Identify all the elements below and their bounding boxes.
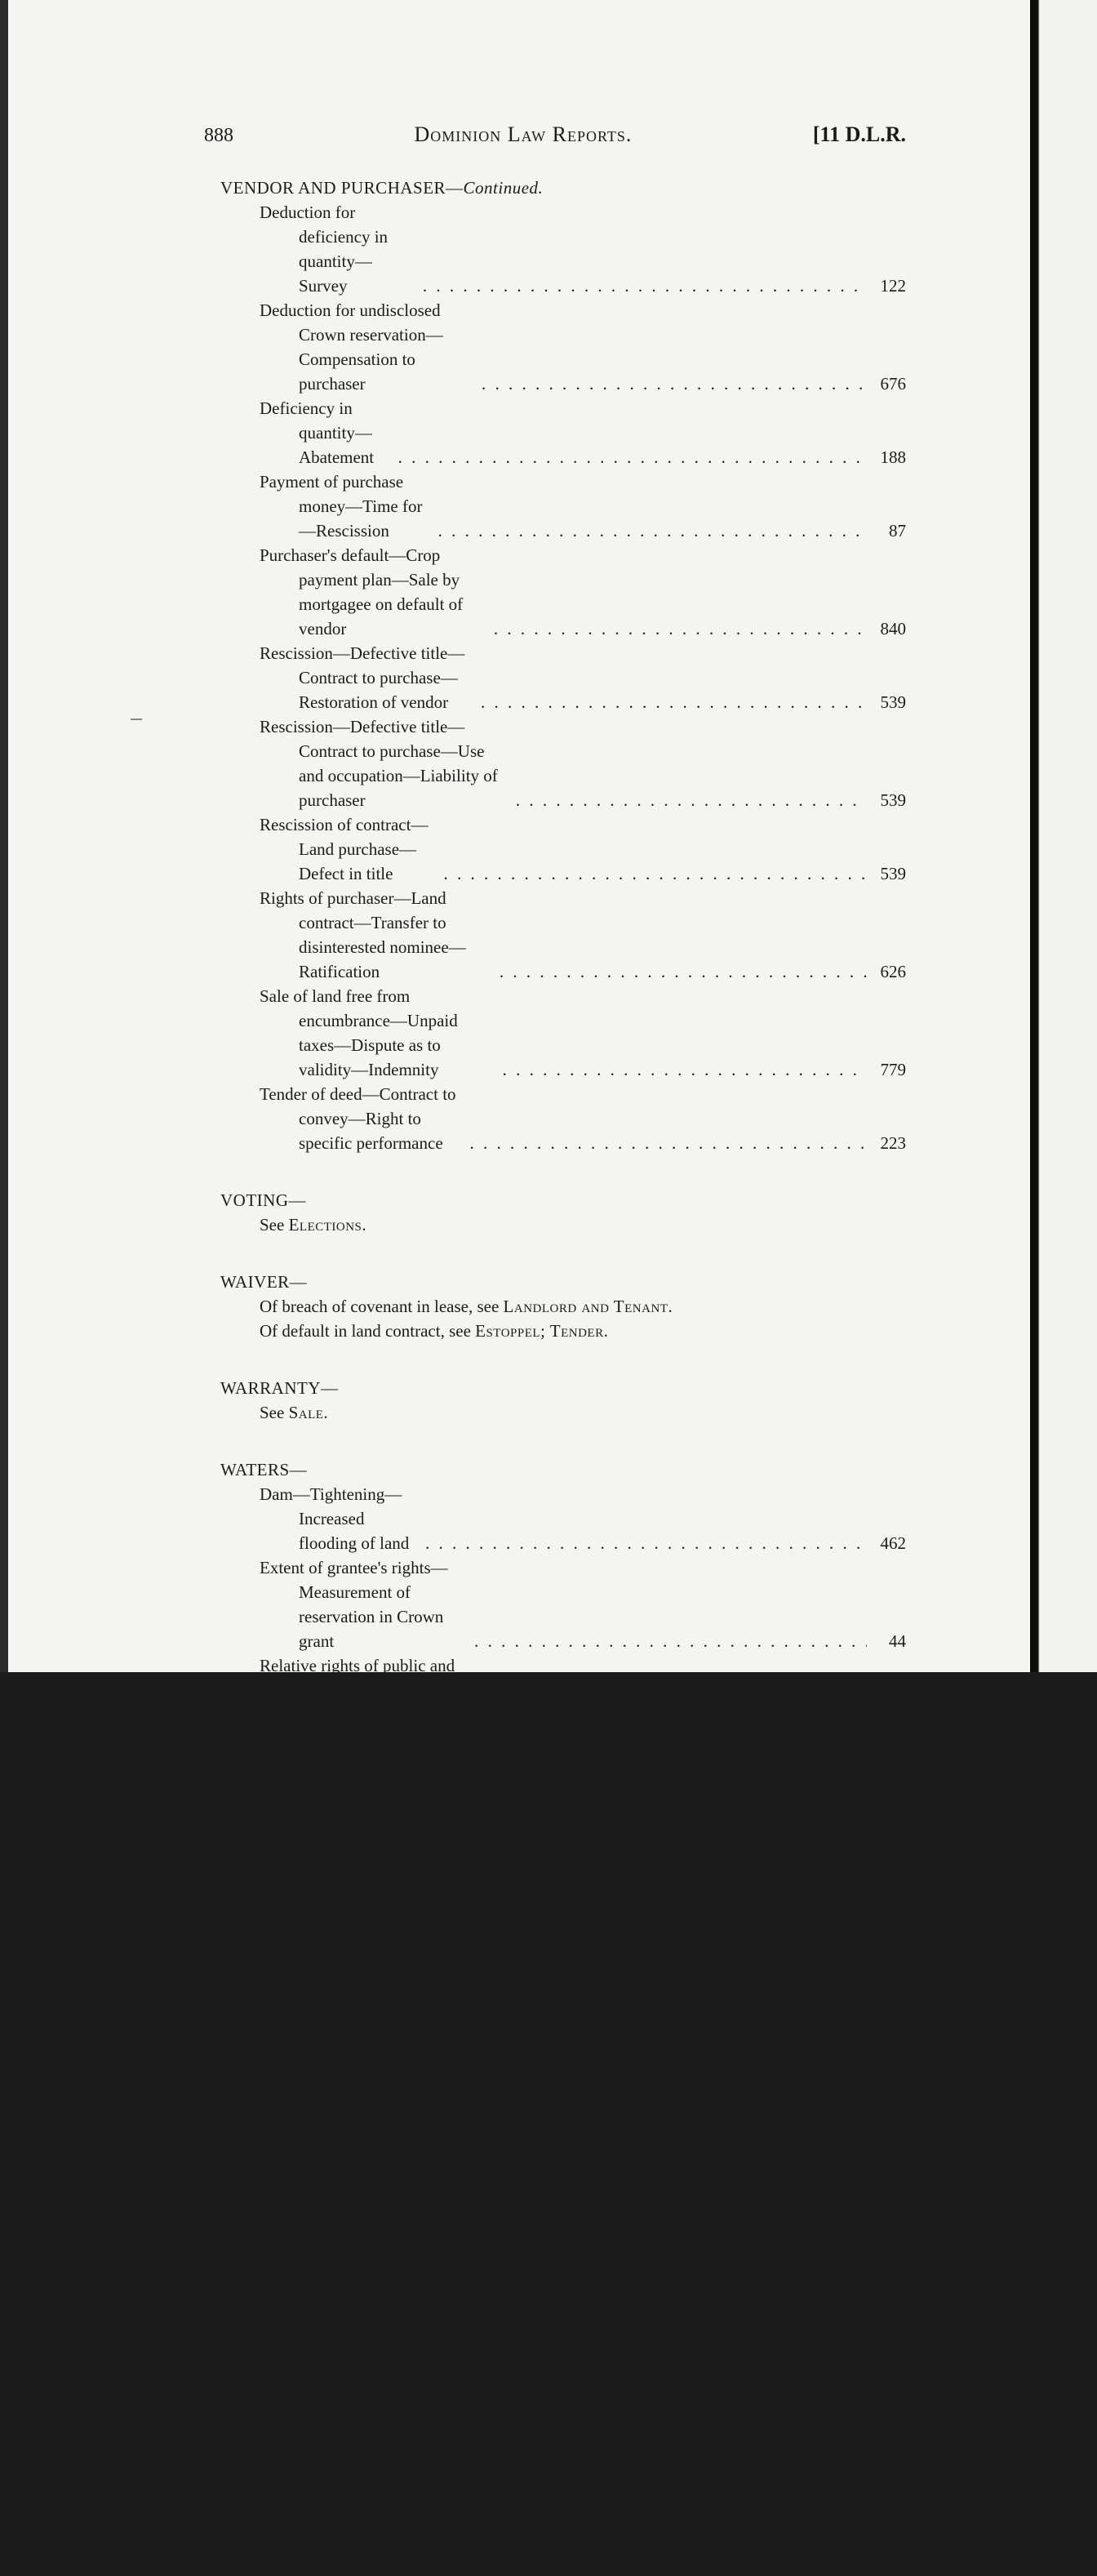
index-entry <box>260 396 906 469</box>
section-warranty <box>204 1376 906 1425</box>
index-entry <box>260 714 906 812</box>
cross-reference: See Sale. <box>260 1403 329 1422</box>
publication-title: Dominion Law Reports. <box>414 122 633 146</box>
entry-text: Codicil—Revocation of will, when <box>260 2129 390 2198</box>
leader-dots <box>516 788 867 812</box>
entry-page-number: 44 <box>889 1778 906 1798</box>
section-voting <box>204 1188 906 1237</box>
entry-page-number: 329 <box>880 2521 906 2541</box>
entry-text: Rescission—Defective title—Contract to purchase—Restoration of vendor <box>260 643 465 712</box>
entry-page-number: 462 <box>880 1533 906 1553</box>
page-number: 888 <box>204 125 233 146</box>
section-heading: WARRANTY— <box>220 1378 339 1398</box>
leader-dots <box>481 690 867 714</box>
leader-dots <box>482 371 867 396</box>
cross-reference: Of breach of covenant in lease, see Landlord and Tenant. <box>260 1297 673 1316</box>
entry-text: Devise and legacy—“Discretion” of named trustee—Exercise by others <box>260 2448 426 2541</box>
index-entry <box>260 1082 906 1155</box>
entry-page-number: 122 <box>880 276 906 296</box>
entry-page-number: 779 <box>880 1060 906 1079</box>
cross-reference: See Elections. <box>260 1215 367 1235</box>
entry-page-number: 188 <box>880 447 906 467</box>
index-entry <box>260 2127 906 2200</box>
entry-page-number: 52 <box>889 2423 906 2443</box>
entry-text: Bequests—Charge on—Construction <box>260 1958 389 2027</box>
index-entry <box>260 469 906 543</box>
entry-text: Deduction for deficiency in quantity—Survey <box>260 202 389 296</box>
entry-page-number: 539 <box>880 790 906 810</box>
index-entry <box>260 984 906 1082</box>
index-entry <box>260 2200 906 2274</box>
entry-text: Deficiency in quantity—Abatement <box>260 398 375 467</box>
section-wills <box>204 1931 906 2543</box>
index-entry <box>260 1800 906 1898</box>
entry-text: What are watercourses—Rivers—“Channel” defined <box>260 1803 416 1896</box>
leader-dots <box>438 1874 867 1898</box>
section-heading: VOTING— <box>220 1190 306 1210</box>
leader-dots <box>443 861 867 886</box>
entry-text: Relative rights of public and individuals—Crown grant—Bed of river <box>260 1656 455 1724</box>
entry-page-number: 539 <box>880 864 906 883</box>
index-entry <box>260 641 906 714</box>
index-page <box>204 122 906 2576</box>
entry-page-number: 576 <box>880 2105 906 2124</box>
running-header <box>204 122 906 148</box>
book-gutter <box>1030 0 1097 1672</box>
entry-page-number: 626 <box>880 962 906 981</box>
index-entry <box>260 886 906 984</box>
leader-dots <box>425 1531 867 1555</box>
index-entry <box>260 1955 906 2029</box>
leader-dots <box>475 2519 867 2543</box>
entry-text: Deduction for undisclosed Crown reservation—Compensation to purchaser <box>260 300 443 394</box>
entry-page-number: 584 <box>880 1876 906 1896</box>
leader-dots <box>503 1057 867 1082</box>
index-entry <box>260 298 906 396</box>
entry-text: Payment of purchase money—Time for—Rescission <box>260 472 423 541</box>
entry-page-number: 20 <box>889 2178 906 2198</box>
section-waiver <box>204 1270 906 1343</box>
leader-dots <box>494 616 867 641</box>
leader-dots <box>448 2249 867 2274</box>
cross-reference: Of default in land contract, see Estoppel; Tender. <box>260 1321 609 1341</box>
section-heading: WILLS— <box>220 1933 293 1953</box>
entry-page-number: 825 <box>880 2350 906 2369</box>
leader-dots <box>469 1131 867 1155</box>
section-heading: WATERS— <box>220 1460 308 1479</box>
entry-text: Rescission—Defective title—Contract to purchase—Use and occupation—Liability of purchaser <box>260 717 498 810</box>
volume-label: [11 D.L.R. <box>812 122 906 146</box>
entry-text: Tender of deed—Contract to convey—Right to specific performance <box>260 1084 456 1153</box>
entry-text: Construction—Direction to continue interest in partnership—Valuation—Increase in land values <box>260 2276 476 2369</box>
index-entry <box>260 2274 906 2372</box>
leader-dots <box>396 2176 867 2200</box>
index-entry <box>260 1653 906 1727</box>
entry-text: Rights of purchaser—Land contract—Transfer to disinterested nominee—Ratification <box>260 888 466 981</box>
index-entry <box>260 1555 906 1653</box>
entry-page-number: 676 <box>880 374 906 394</box>
section-waters <box>204 1457 906 1898</box>
section-heading: VENDOR AND PURCHASER—Continued. <box>220 178 544 198</box>
entry-page-number: 840 <box>880 619 906 638</box>
entry-text: Sale of land free from encumbrance—Unpaid taxes—Dispute as to validity—Indemnity <box>260 986 458 1079</box>
leader-dots <box>423 274 867 298</box>
leader-dots <box>515 2347 867 2372</box>
entry-text: Rights of riparian owner—Driving logs—Reserve along banks of stream <box>260 1729 458 1798</box>
index-entry <box>260 2029 906 2127</box>
entry-page-number: 539 <box>880 692 906 712</box>
leader-dots <box>500 959 867 984</box>
entry-page-number: 44 <box>889 1631 906 1651</box>
index-entry <box>260 200 906 298</box>
section-heading: WAIVER— <box>220 1272 308 1292</box>
leader-dots <box>472 1702 867 1727</box>
entry-page-number: 223 <box>880 1133 906 1153</box>
margin-mark <box>131 719 142 720</box>
leader-dots <box>477 1776 867 1800</box>
leader-dots <box>398 445 867 469</box>
entry-text: Rescission of contract—Land purchase—Defect in title <box>260 815 429 883</box>
entry-page-number: 584 <box>880 1705 906 1724</box>
index-entry <box>260 812 906 886</box>
entry-text: Dam—Tightening—Increased flooding of land <box>260 1484 410 1553</box>
entry-text: Bequest of income—Fund to be invested in realty for home for donee on marriage—Estate created <box>260 2031 508 2124</box>
index-entry <box>260 1727 906 1800</box>
entry-page-number: 783 <box>880 2252 906 2271</box>
leader-dots <box>518 2102 867 2127</box>
index-entry <box>260 1482 906 1555</box>
entry-page-number: 87 <box>889 521 906 541</box>
entry-page-number: 678 <box>880 2007 906 2027</box>
leader-dots <box>438 518 867 543</box>
index-entry <box>260 543 906 641</box>
section-vendor-and-purchaser <box>204 176 906 1155</box>
entry-text: Construction—Devise—Estate created—For life or in fee <box>260 2203 436 2271</box>
leader-dots <box>498 2421 867 2445</box>
entry-text: Construction—“Heirs”—Legal and colloquial meanings, considered —Interpretation <box>260 2374 488 2443</box>
entry-text: Purchaser's default—Crop payment plan—Sale by mortgagee on default of vendor <box>260 545 464 638</box>
entry-list <box>204 1482 906 1898</box>
leader-dots <box>402 2004 867 2029</box>
entry-text: Extent of grantee's rights—Measurement of reservation in Crown grant <box>260 1558 448 1651</box>
leader-dots <box>474 1629 867 1653</box>
entry-list <box>204 200 906 1155</box>
index-entry <box>260 2372 906 2445</box>
index-entry <box>260 2445 906 2543</box>
entry-list <box>204 1955 906 2543</box>
